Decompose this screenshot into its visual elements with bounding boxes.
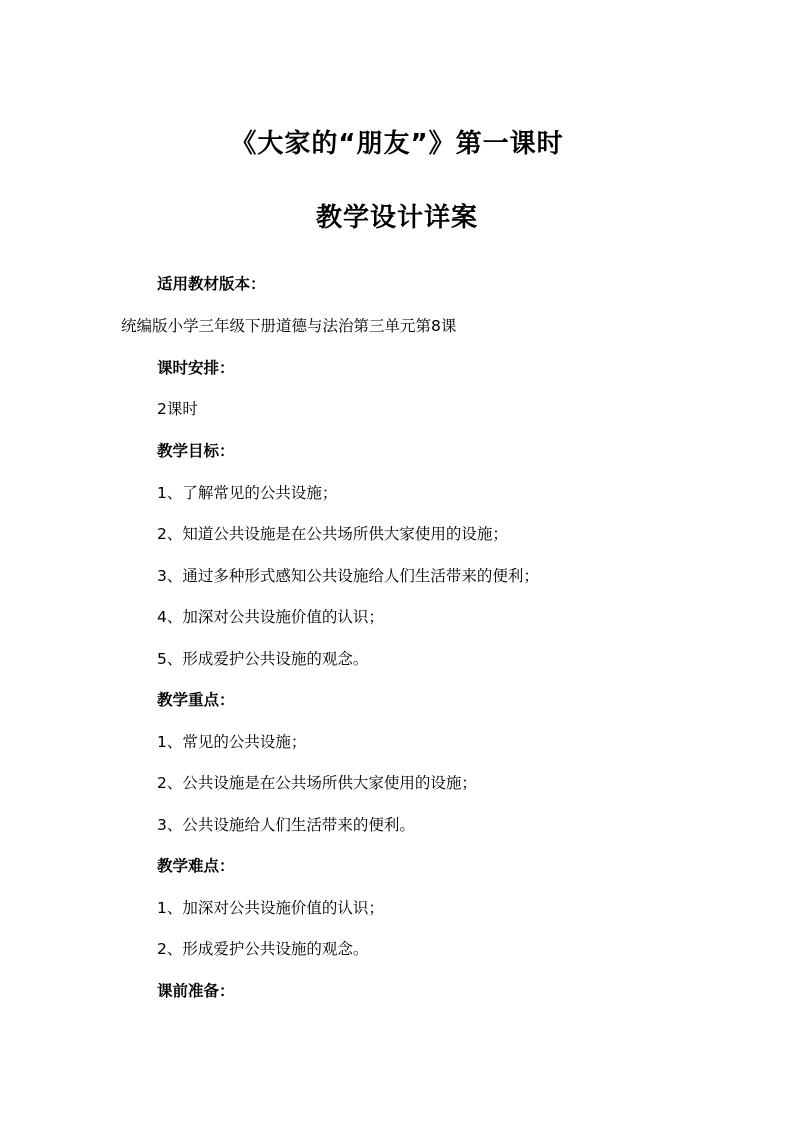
edition-text: 统编版小学三年级下册道德与法治第三单元第8课 [121, 317, 457, 335]
edition-heading: 适用教材版本： [157, 275, 266, 293]
preparation-heading: 课前准备： [157, 982, 235, 1000]
objective-item: 1、了解常见的公共设施； [157, 484, 338, 502]
difficulties-heading: 教学难点： [157, 857, 235, 875]
document-title: 《大家的“朋友”》第一课时 [230, 129, 564, 159]
objectives-heading: 教学目标： [157, 442, 235, 460]
document-subtitle: 教学设计详案 [315, 203, 478, 233]
objective-item: 3、通过多种形式感知公共设施给人们生活带来的便利； [157, 567, 539, 585]
schedule-heading: 课时安排： [157, 359, 235, 377]
key-points-heading: 教学重点： [157, 691, 235, 709]
key-point-item: 3、公共设施给人们生活带来的便利。 [157, 816, 415, 834]
objective-item: 5、形成爱护公共设施的观念。 [157, 650, 369, 668]
key-point-item: 1、常见的公共设施； [157, 733, 307, 751]
schedule-text: 2课时 [157, 400, 198, 418]
difficulty-item: 1、加深对公共设施价值的认识； [157, 899, 384, 917]
objective-item: 2、知道公共设施是在公共场所供大家使用的设施； [157, 525, 508, 543]
key-point-item: 2、公共设施是在公共场所供大家使用的设施； [157, 774, 477, 792]
difficulty-item: 2、形成爱护公共设施的观念。 [157, 940, 369, 958]
objective-item: 4、加深对公共设施价值的认识； [157, 608, 384, 626]
